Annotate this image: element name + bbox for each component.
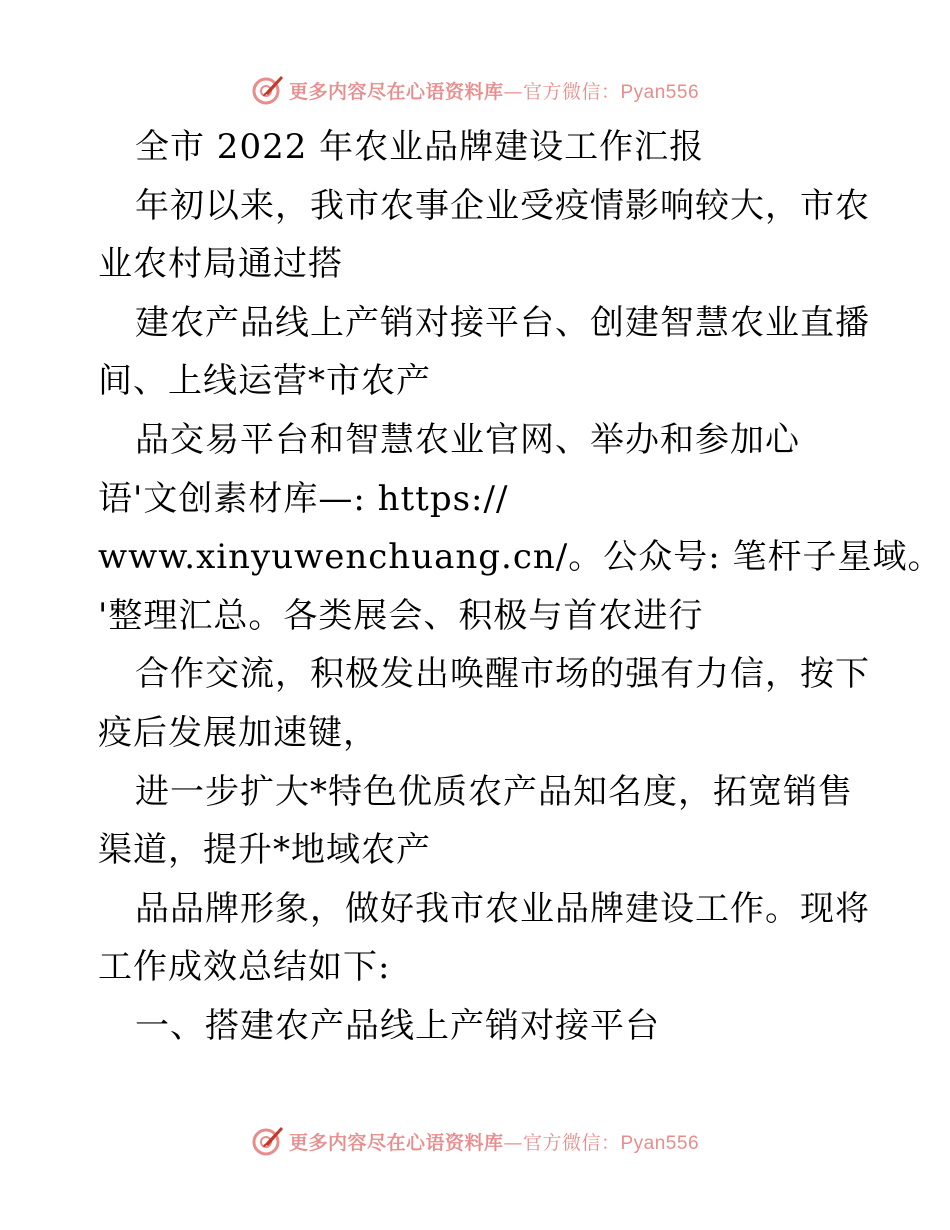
paragraph-line: 疫后发展加速键， xyxy=(98,712,378,753)
watermark-wechat-id: Pyan556 xyxy=(620,1132,700,1154)
paragraph-line: '整理汇总。各类展会、积极与首农进行 xyxy=(98,595,704,636)
document-body xyxy=(98,118,943,1056)
paragraph-line: 工作成效总结如下: xyxy=(98,947,391,988)
paragraph-line: 业农村局通过搭 xyxy=(98,244,343,285)
paragraph-line: 语'文创素材库—: https:// xyxy=(98,478,509,519)
watermark-wechat-label: 官方微信： xyxy=(522,1131,621,1154)
watermark-main: 更多内容尽在心语资料库 xyxy=(288,1131,504,1154)
watermark-wechat-id: Pyan556 xyxy=(620,81,700,103)
brush-logo-icon xyxy=(251,1124,285,1158)
watermark-wechat-label: 官方微信： xyxy=(522,80,621,103)
section-heading: 一、搭建农产品线上产销对接平台 xyxy=(135,1005,660,1046)
paragraph-line: 间、上线运营*市农产 xyxy=(98,361,431,402)
paragraph-line: 进一步扩大*特色优质农产品知名度，拓宽销售 xyxy=(135,771,853,812)
watermark-dash: — xyxy=(503,1131,523,1154)
paragraph-line: 渠道，提升*地域农产 xyxy=(98,830,431,871)
footer-watermark xyxy=(0,1121,950,1161)
brush-logo-icon xyxy=(251,73,285,107)
watermark-text xyxy=(289,77,699,104)
header-watermark xyxy=(0,70,950,110)
paragraph-line: 品品牌形象，做好我市农业品牌建设工作。现将 xyxy=(135,888,870,929)
document-title: 全市 2022 年农业品牌建设工作汇报 xyxy=(135,127,705,167)
watermark-main: 更多内容尽在心语资料库 xyxy=(288,80,504,103)
watermark-text xyxy=(289,1128,699,1155)
paragraph-line: www.xinyuwenchuang.cn/。公众号: 笔杆子星域。 xyxy=(98,537,943,578)
watermark-dash: — xyxy=(503,80,523,103)
paragraph-line: 建农产品线上产销对接平台、创建智慧农业直播 xyxy=(135,302,870,343)
paragraph-line: 品交易平台和智慧农业官网、举办和参加心 xyxy=(135,419,800,460)
paragraph-line: 年初以来，我市农事企业受疫情影响较大，市农 xyxy=(135,185,870,226)
paragraph-line: 合作交流，积极发出唤醒市场的强有力信，按下 xyxy=(135,654,870,695)
